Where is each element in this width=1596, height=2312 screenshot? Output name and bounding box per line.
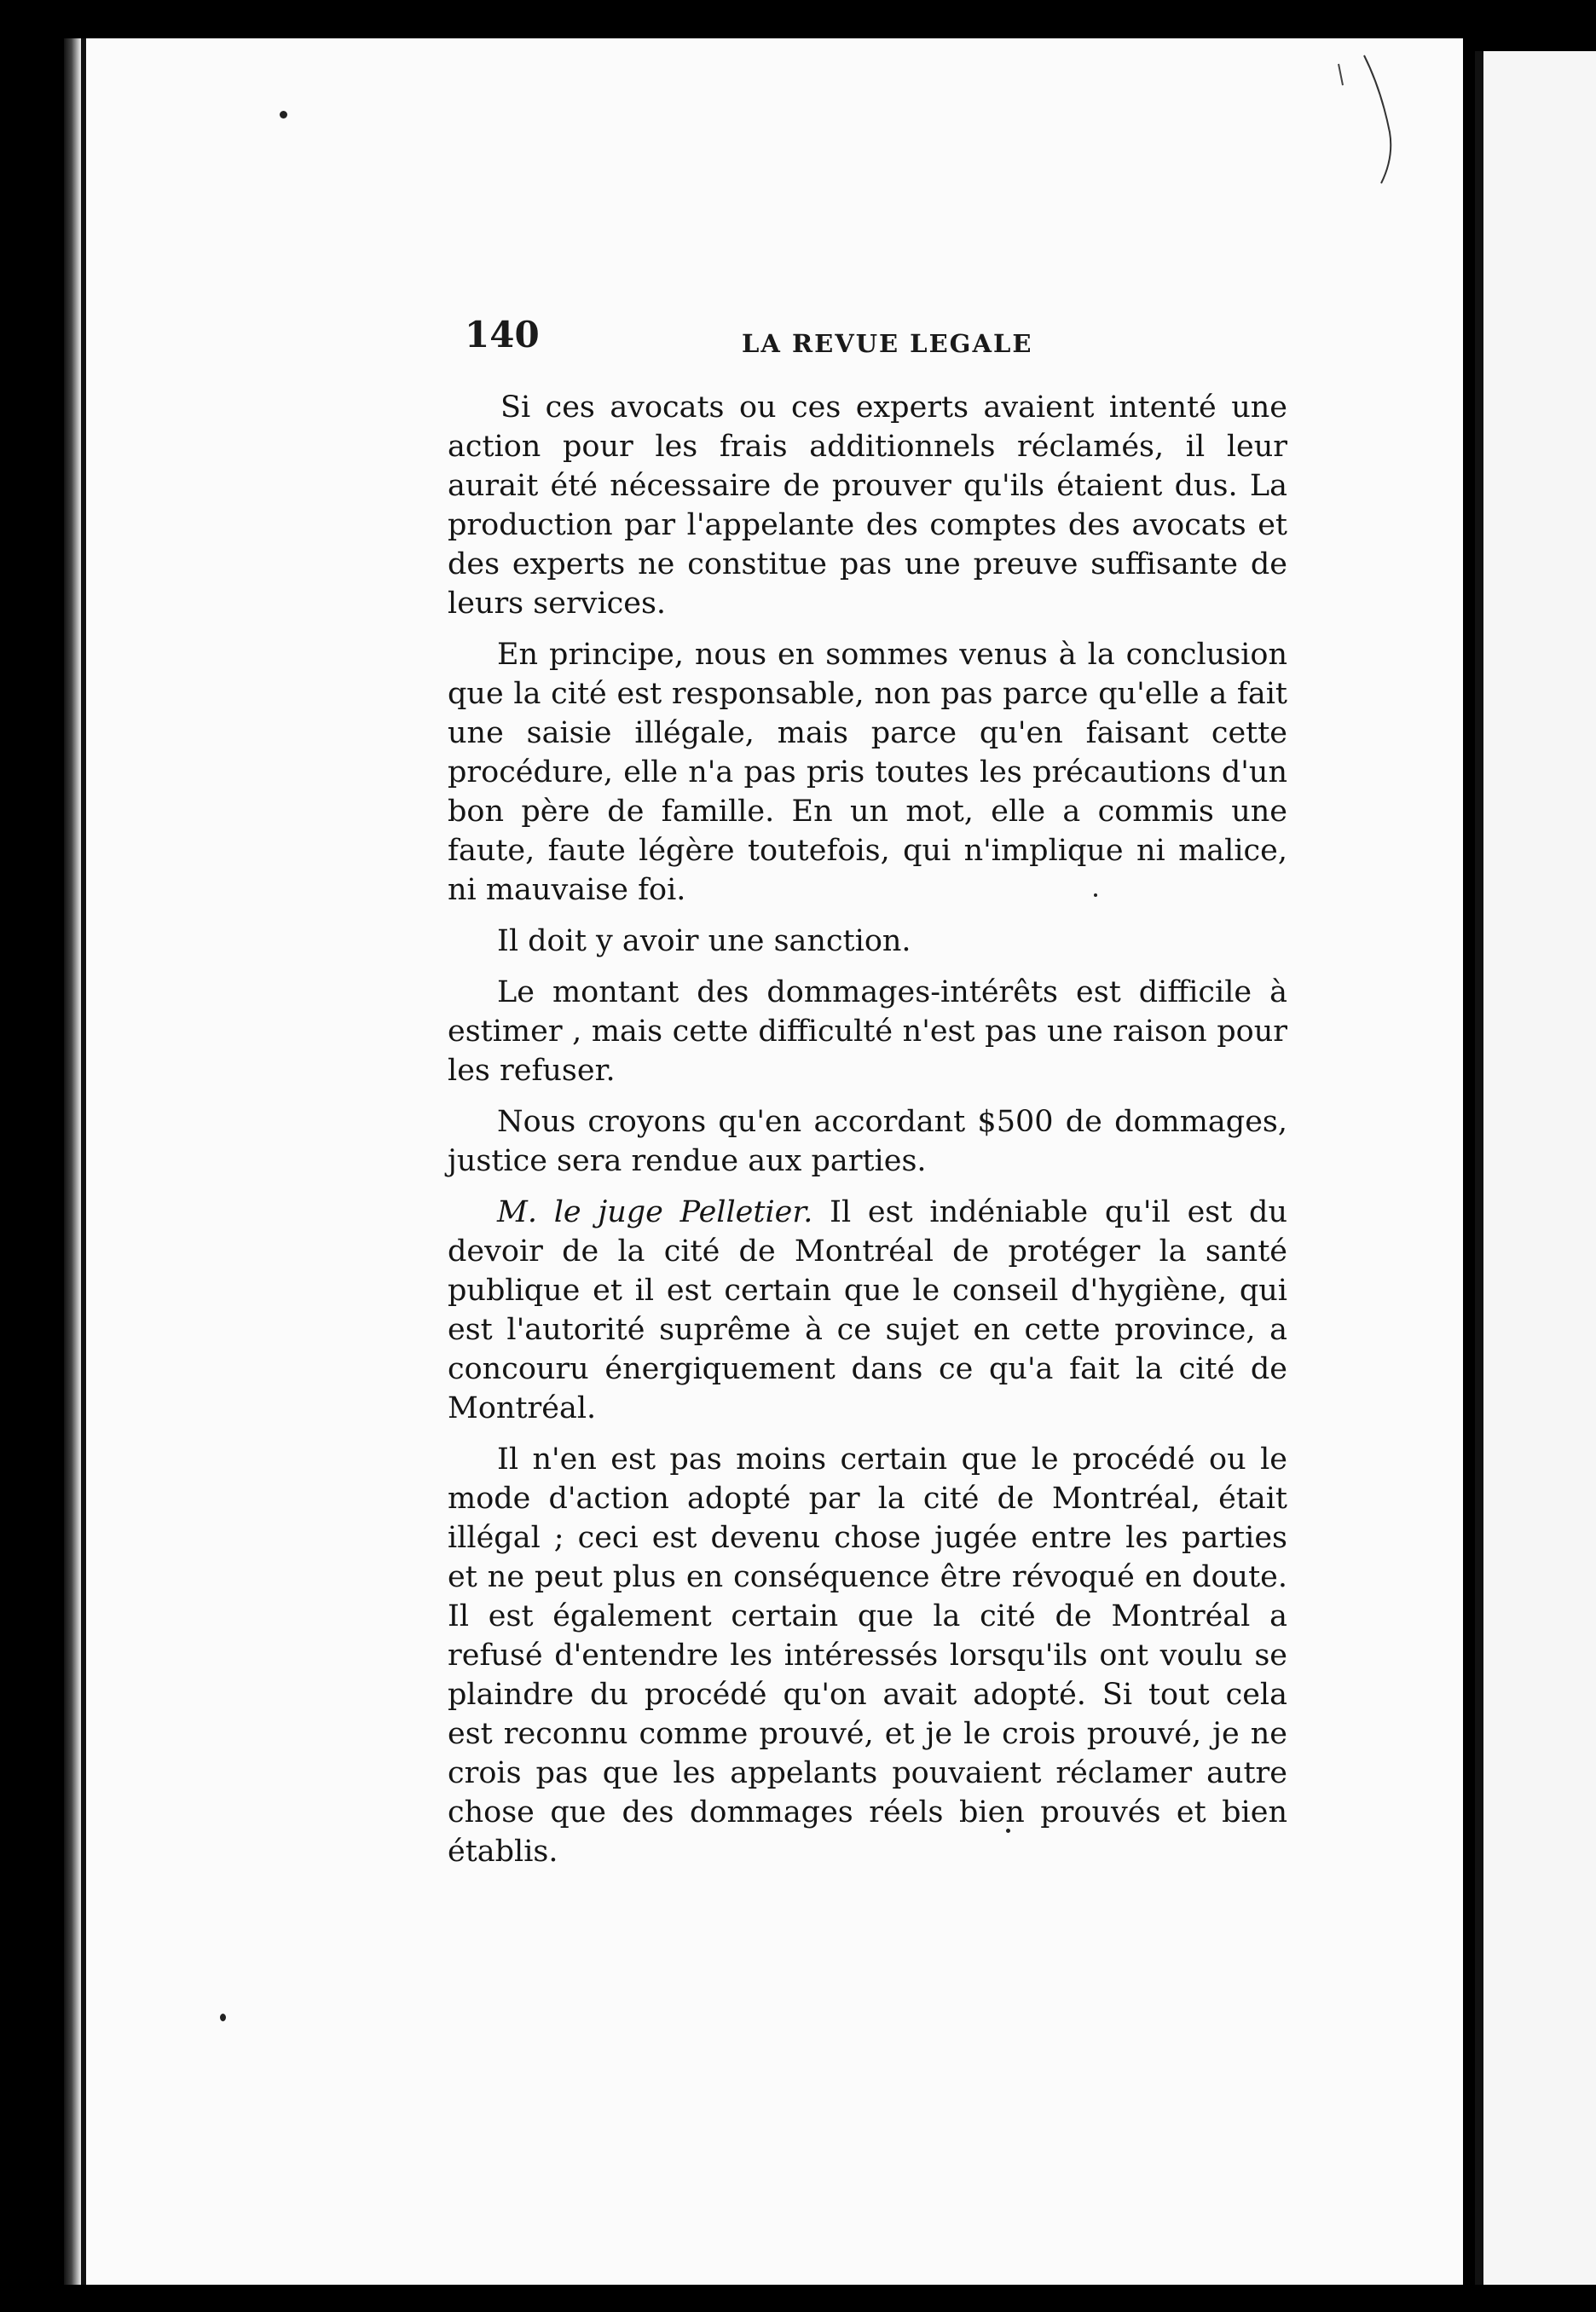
body-text [448,388,1287,1883]
paragraph [448,1193,1287,1428]
page-number: 140 [465,314,540,355]
speaker-name: M. le juge Pelletier. [497,1195,813,1229]
dust-speck [280,111,287,118]
paragraph: Nous croyons qu'en accordant $500 de dommages, justice sera rendue aux parties. [448,1105,1287,1178]
page-binding-edge [64,38,83,2285]
paragraph: Il n'en est pas moins certain que le procédé ou le mode d'action adopté par la cité de Montréal, était illégal ; ceci est devenu chose jugée entre les parties et ne peut plus en conséquence être révoqué en doute. Il est également certain que la cité de Montréal a refusé d'entendre les intéressés lorsqu'ils ont voulu se plaindre du procédé qu'on avait adopté. Si tout cela est reconnu comme prouvé, et je le crois prouvé, je ne crois pas que les appelants pouvaient réclamer autre chose que des dommages réels bien prouvés et bien établis. [448,1442,1287,1869]
page-corner-mark [1330,38,1458,192]
dust-speck [220,2014,226,2021]
paragraph: Il doit y avoir une sanction. [497,924,911,958]
facing-page-edge [1475,51,1596,2285]
paragraph: Si ces avocats ou ces experts avaient intenté une action pour les frais additionnels réclamés, il leur aurait été nécessaire de prouver qu'ils étaient dus. La production par l'appelante des comptes des avocats et des experts ne constitue pas une preuve suffisante de leurs services. [448,390,1287,621]
paragraph: Le montant des dommages-intérêts est difficile à estimer , mais cette difficulté n'est pas une raison pour les refuser. [448,975,1287,1088]
paragraph-text: Il est indéniable qu'il est du devoir de la cité de Montréal de protéger la santé publique et il est certain que le conseil d'hygiène, qui est l'autorité suprême à ce sujet en cette province, a concouru énergiquement dans ce qu'a fait la cité de Montréal. [448,1195,1288,1425]
page-header [465,314,1304,373]
paragraph: En principe, nous en sommes venus à la conclusion que la cité est responsable, non pas parce qu'elle a fait une saisie illégale, mais parce qu'en faisant cette procédure, elle n'a pas pris toutes les précautions d'un bon père de famille. En un mot, elle a commis une faute, faute légère toutefois, qui n'implique ni malice, ni mauvaise foi. [448,638,1287,907]
running-head: LA REVUE LEGALE [742,329,1033,358]
